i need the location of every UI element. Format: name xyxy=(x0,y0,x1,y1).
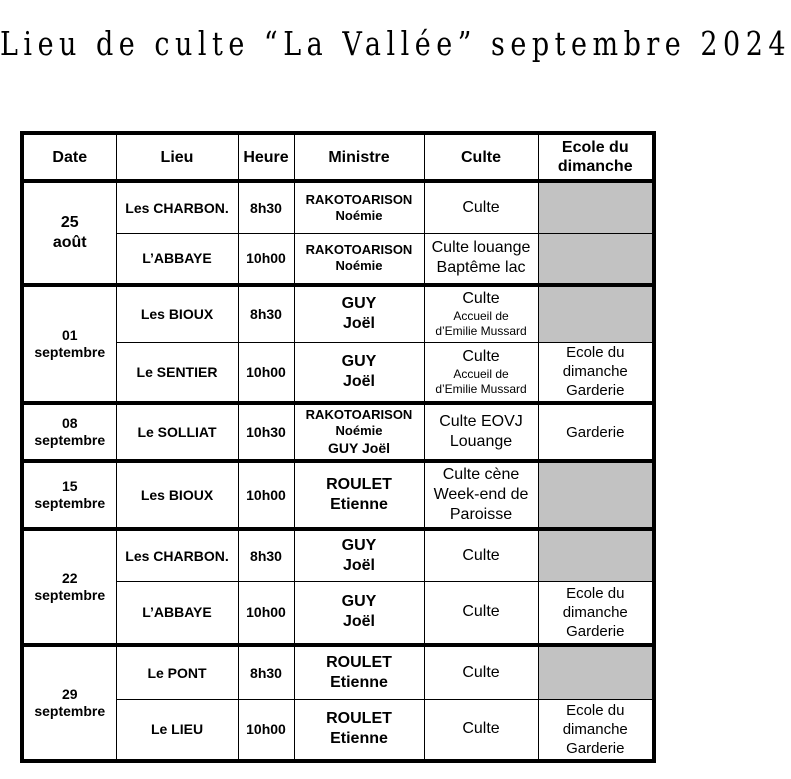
ecole-line: dimanche xyxy=(562,720,628,738)
lieu-cell: L’ABBAYE xyxy=(116,581,238,645)
culte-cell xyxy=(424,461,538,529)
lieu-cell: Le SENTIER xyxy=(116,342,238,403)
table-row xyxy=(22,699,654,761)
ministre-line: ROULET xyxy=(326,710,392,728)
culte-cell xyxy=(424,581,538,645)
ministre-line: Joël xyxy=(342,613,375,631)
culte-note: d’Emilie Mussard xyxy=(435,324,527,339)
ministre-cell xyxy=(294,645,424,699)
culte-cell xyxy=(424,645,538,699)
ecole-cell xyxy=(538,403,654,461)
header-row xyxy=(22,133,654,181)
heure-cell: 8h30 xyxy=(238,645,294,699)
culte-line: Culte xyxy=(462,720,500,738)
culte-line: Culte xyxy=(462,347,500,365)
heure-cell: 8h30 xyxy=(238,285,294,342)
page-title: Lieu de culte “La Vallée” septembre 2024 xyxy=(0,26,791,64)
ministre-line: RAKOTOARISON xyxy=(305,407,413,422)
ministre-line: Noémie xyxy=(335,258,383,274)
ecole-cell-empty xyxy=(538,645,654,699)
lieu-cell: Le LIEU xyxy=(116,699,238,761)
date-month: septembre xyxy=(34,703,106,719)
ecole-line: Garderie xyxy=(566,739,625,757)
culte-line: Culte EOVJ xyxy=(439,413,523,430)
ecole-line: Garderie xyxy=(566,382,625,400)
date-cell xyxy=(22,181,116,285)
culte-line: Culte louange xyxy=(431,239,531,257)
table-row xyxy=(22,342,654,403)
ecole-line: Garderie xyxy=(566,622,625,640)
culte-line: Culte xyxy=(462,603,500,621)
ministre-cell xyxy=(294,699,424,761)
table-row xyxy=(22,529,654,581)
header-culte: Culte xyxy=(424,133,538,181)
culte-note: Accueil de xyxy=(453,309,509,324)
lieu-cell: Les CHARBON. xyxy=(116,529,238,581)
culte-cell xyxy=(424,529,538,581)
ministre-line: RAKOTOARISON xyxy=(305,191,413,207)
culte-cell xyxy=(424,233,538,285)
ecole-cell xyxy=(538,581,654,645)
lieu-cell: Les CHARBON. xyxy=(116,181,238,233)
culte-cell xyxy=(424,285,538,342)
culte-line: Paroisse xyxy=(449,506,513,523)
header-ecole-line2: dimanche xyxy=(557,158,633,175)
ministre-cell xyxy=(294,581,424,645)
culte-line: Culte xyxy=(462,546,500,564)
ministre-line: Joël xyxy=(342,556,375,574)
culte-line: Culte cène xyxy=(442,466,520,483)
ecole-cell-empty xyxy=(538,233,654,285)
date-month: septembre xyxy=(34,495,106,511)
schedule-table xyxy=(20,131,656,763)
culte-note: Accueil de xyxy=(453,366,509,381)
date-month: septembre xyxy=(34,432,106,448)
ministre-line: GUY Joël xyxy=(328,440,390,456)
heure-cell: 8h30 xyxy=(238,529,294,581)
table-row xyxy=(22,285,654,342)
date-cell xyxy=(22,645,116,761)
heure-cell: 8h30 xyxy=(238,181,294,233)
ministre-line: Noémie xyxy=(335,423,383,438)
lieu-cell: L’ABBAYE xyxy=(116,233,238,285)
culte-cell xyxy=(424,699,538,761)
table-row xyxy=(22,181,654,233)
ministre-line: GUY xyxy=(341,593,377,611)
header-ministre: Ministre xyxy=(294,133,424,181)
ministre-cell xyxy=(294,181,424,233)
ecole-line: Garderie xyxy=(566,423,625,441)
ecole-cell-empty xyxy=(538,285,654,342)
ecole-line: dimanche xyxy=(562,363,628,381)
ministre-cell xyxy=(294,342,424,403)
ministre-cell xyxy=(294,403,424,461)
ministre-line: RAKOTOARISON xyxy=(305,242,413,258)
ecole-line: Ecole du xyxy=(566,701,625,719)
ministre-line: ROULET xyxy=(326,476,392,493)
culte-line: Culte xyxy=(462,290,500,308)
ecole-cell xyxy=(538,699,654,761)
lieu-cell: Les BIOUX xyxy=(116,461,238,529)
date-day: 01 xyxy=(61,327,78,343)
lieu-cell: Les BIOUX xyxy=(116,285,238,342)
date-cell xyxy=(22,285,116,403)
ecole-line: Ecole du xyxy=(566,584,625,602)
ministre-line: GUY xyxy=(341,295,377,313)
culte-cell xyxy=(424,342,538,403)
culte-line: Week-end de xyxy=(433,486,529,503)
culte-cell xyxy=(424,181,538,233)
header-date: Date xyxy=(22,133,116,181)
culte-line: Culte xyxy=(462,663,500,681)
ecole-cell-empty xyxy=(538,181,654,233)
ecole-cell-empty xyxy=(538,529,654,581)
heure-cell: 10h00 xyxy=(238,342,294,403)
date-day: 25 xyxy=(60,214,79,231)
table-row xyxy=(22,461,654,529)
ministre-cell xyxy=(294,529,424,581)
ecole-line: Ecole du xyxy=(566,344,625,362)
date-month: septembre xyxy=(34,587,106,603)
ministre-line: Joël xyxy=(342,372,375,390)
ministre-line: Joël xyxy=(342,315,375,333)
culte-line: Louange xyxy=(449,433,513,450)
ministre-line: Etienne xyxy=(330,673,388,691)
heure-cell: 10h00 xyxy=(238,699,294,761)
table-row xyxy=(22,403,654,461)
lieu-cell: Le PONT xyxy=(116,645,238,699)
date-cell xyxy=(22,403,116,461)
date-cell xyxy=(22,461,116,529)
ministre-line: Etienne xyxy=(330,730,388,748)
date-day: 15 xyxy=(61,478,78,494)
date-day: 08 xyxy=(61,415,78,431)
header-ecole-line1: Ecole du xyxy=(561,139,629,156)
ministre-line: Noémie xyxy=(335,207,383,223)
ministre-line: ROULET xyxy=(326,653,392,671)
ministre-cell xyxy=(294,461,424,529)
date-day: 22 xyxy=(61,570,78,586)
table-row xyxy=(22,233,654,285)
heure-cell: 10h00 xyxy=(238,233,294,285)
table-row xyxy=(22,645,654,699)
culte-line: Culte xyxy=(462,198,500,216)
header-lieu: Lieu xyxy=(116,133,238,181)
table-row xyxy=(22,581,654,645)
culte-line: Baptême lac xyxy=(436,259,526,277)
ecole-cell-empty xyxy=(538,461,654,529)
ecole-line: dimanche xyxy=(562,603,628,621)
culte-cell xyxy=(424,403,538,461)
ministre-line: GUY xyxy=(341,352,377,370)
heure-cell: 10h30 xyxy=(238,403,294,461)
ministre-cell xyxy=(294,233,424,285)
ministre-line: Etienne xyxy=(330,496,388,513)
ecole-cell xyxy=(538,342,654,403)
culte-note: d’Emilie Mussard xyxy=(435,381,527,396)
date-month: septembre xyxy=(34,344,106,360)
header-ecole xyxy=(538,133,654,181)
date-cell xyxy=(22,529,116,645)
date-month: août xyxy=(52,234,87,251)
heure-cell: 10h00 xyxy=(238,581,294,645)
heure-cell: 10h00 xyxy=(238,461,294,529)
date-day: 29 xyxy=(61,686,78,702)
lieu-cell: Le SOLLIAT xyxy=(116,403,238,461)
header-heure: Heure xyxy=(238,133,294,181)
ministre-cell xyxy=(294,285,424,342)
ministre-line: GUY xyxy=(341,536,377,554)
